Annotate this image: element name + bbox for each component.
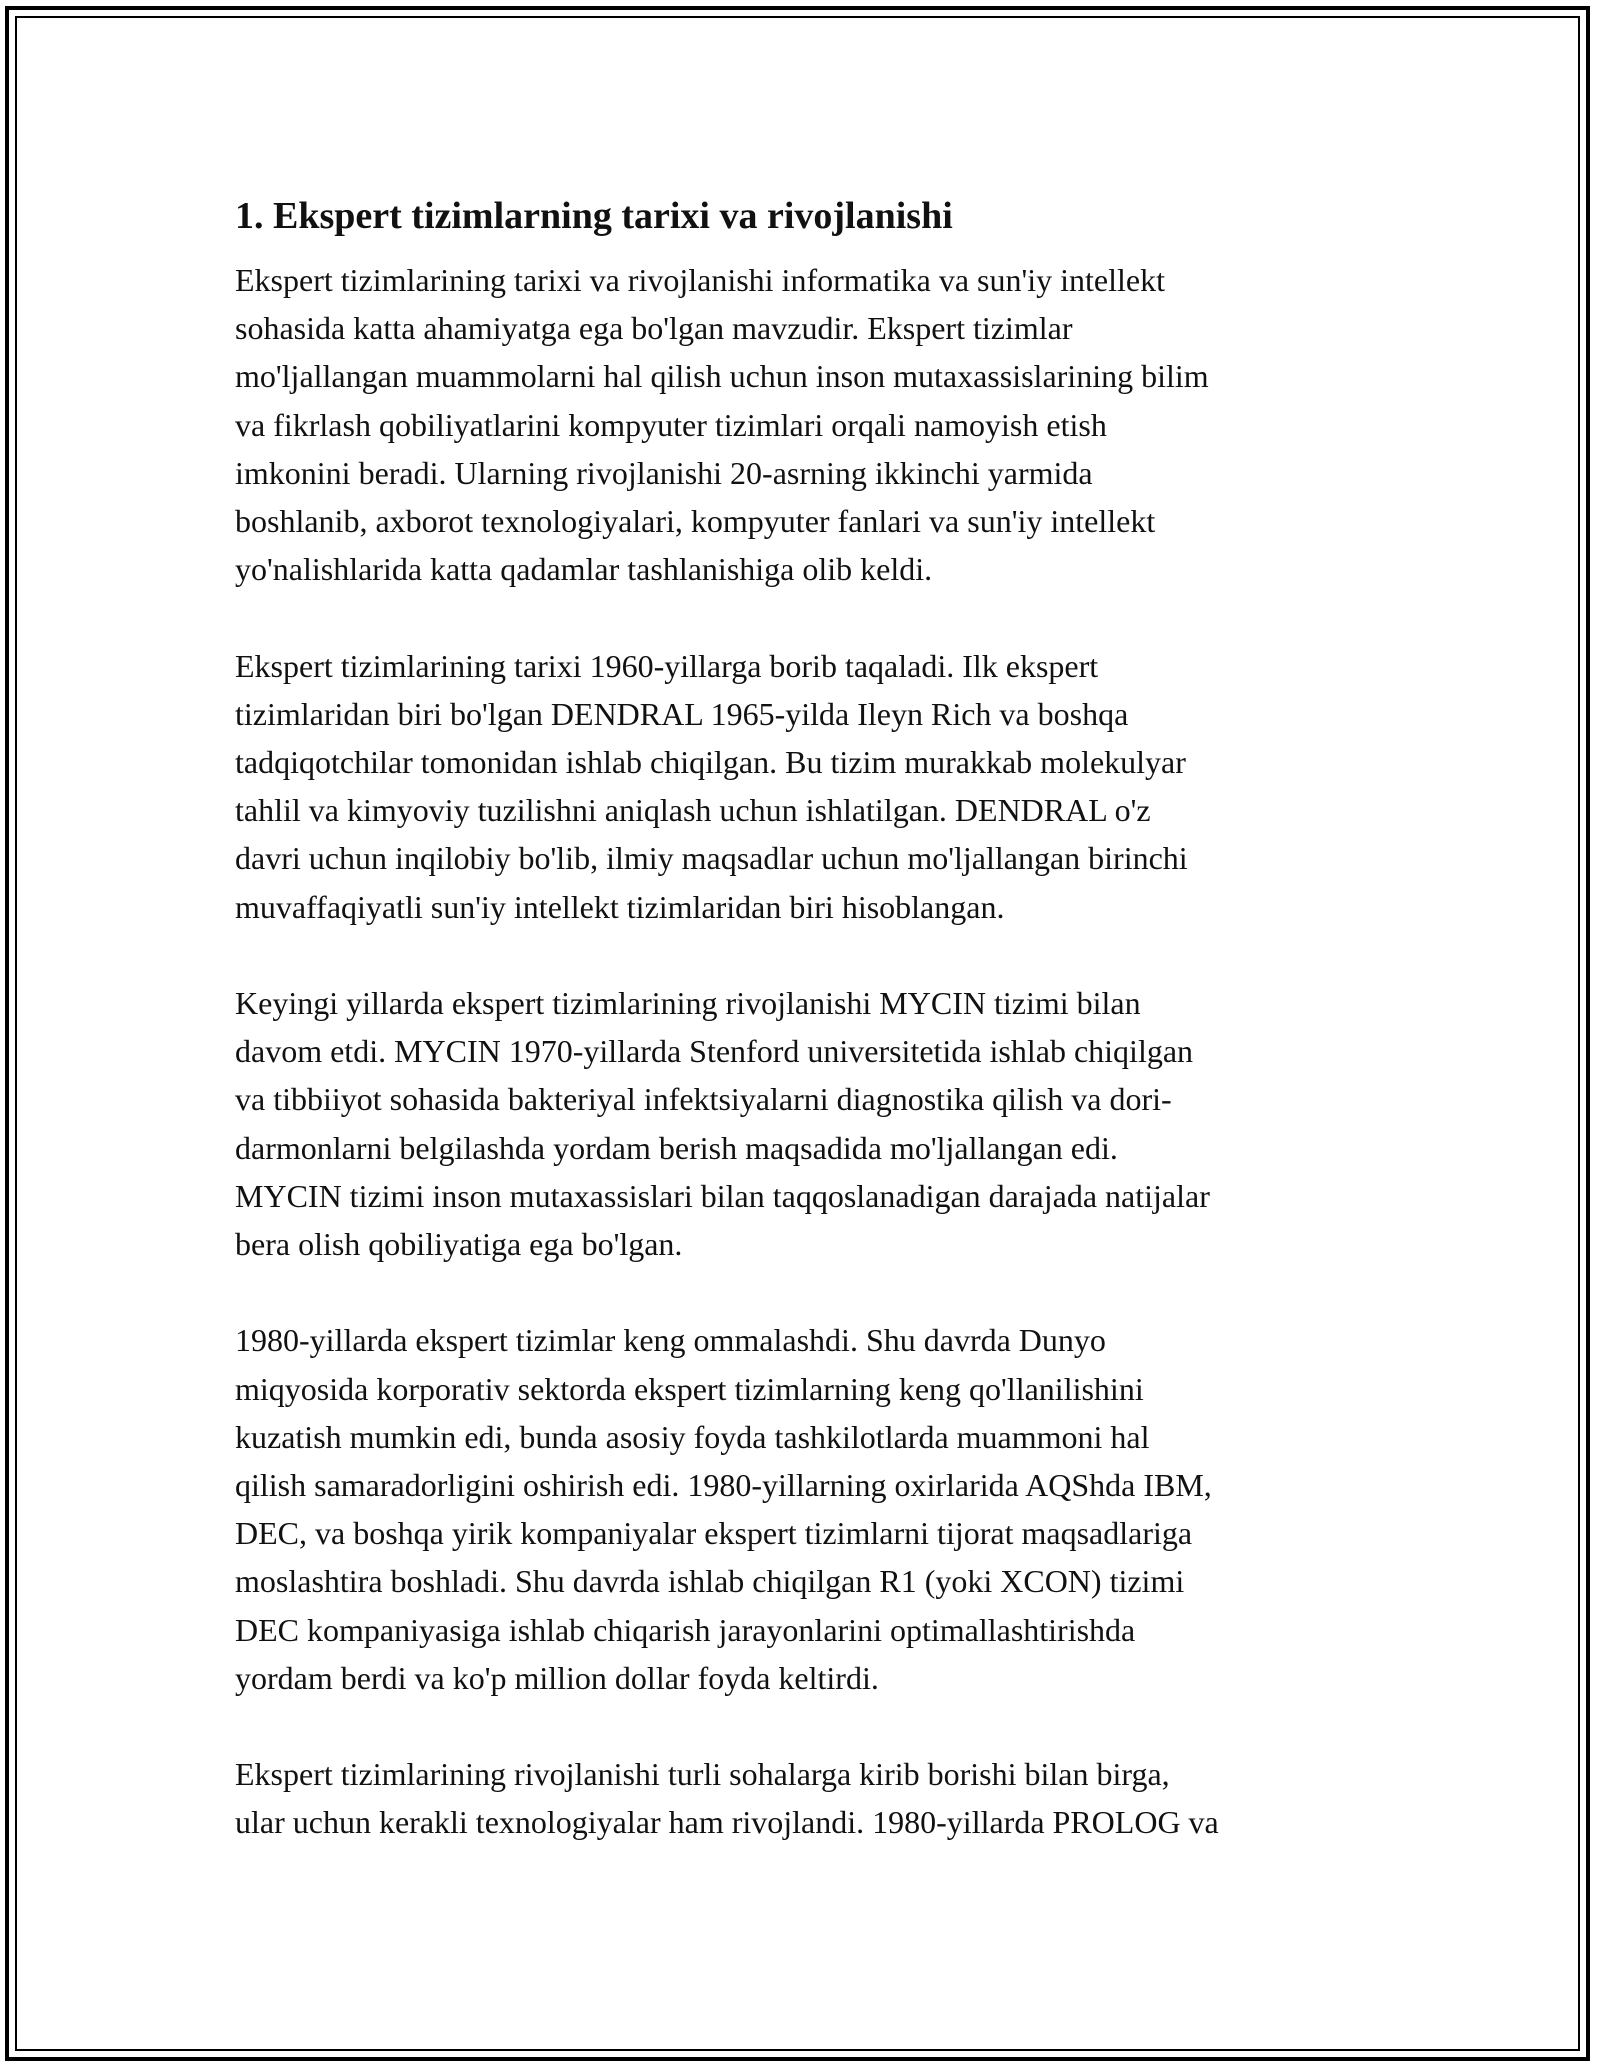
paragraph-technologies: Ekspert tizimlarining rivojlanishi turli sohalarga kirib borishi bilan birga, ular uchun kerakli texnologiyalar ham rivojlandi. 1980-yillarda PROLOG va — [235, 1756, 1219, 1841]
paragraph-intro: Ekspert tizimlarining tarixi va rivojlanishi informatika va sun'iy intellekt sohasida katta ahamiyatga ega bo'lgan mavzudir. Ekspert tizimlar mo'ljallangan muammolarni hal qilish uchun inson mutaxassislarining bilim va fikrlash qobiliyatlarini kompyuter tizimlari orqali namoyish etish imkonini beradi. Ularning rivojlanishi 20-asrning ikkinchi yarmida boshlanib, axborot texnologiyalari, kompyuter fanlari va sun'iy intellekt yo'nalishlarida katta qadamlar tashlanishiga olib keldi. — [235, 262, 1209, 588]
section-heading: 1. Ekspert tizimlarning tarixi va rivojlanishi — [235, 195, 953, 237]
paragraph-dendral: Ekspert tizimlarining tarixi 1960-yillarga borib taqaladi. Ilk ekspert tizimlaridan biri bo'lgan DENDRAL 1965-yilda Ileyn Rich va boshqa tadqiqotchilar tomonidan ishlab chiqilgan. Bu tizim murakkab molekulyar tahlil va kimyoviy tuzilishni aniqlash uchun ishlatilgan. DENDRAL o'z davri uchun inqilobiy bo'lib, ilmiy maqsadlar uchun mo'ljallangan birinchi muvaffaqiyatli sun'iy intellekt tizimlaridan biri hisoblangan. — [235, 647, 1188, 925]
document-body — [235, 188, 1365, 1895]
paragraph-mycin: Keyingi yillarda ekspert tizimlarining rivojlanishi MYCIN tizimi bilan davom etdi. MYCIN 1970-yillarda Stenford universitetida ishlab chiqilgan va tibbiiyot sohasida bakteriyal infektsiyalarni diagnostika qilish va dori- darmonlarni belgilashda yordam berish maqsadida mo'ljallangan edi. MYCIN tizimi inson mutaxassislari bilan taqqoslanadigan darajada natijalar bera olish qobiliyatiga ega bo'lgan. — [235, 985, 1210, 1263]
paragraph-1980s: 1980-yillarda ekspert tizimlar keng ommalashdi. Shu davrda Dunyo miqyosida korporativ sektorda ekspert tizimlarning keng qo'llanilishini kuzatish mumkin edi, bunda asosiy foyda tashkilotlarda muammoni hal qilish samaradorligini oshirish edi. 1980-yillarning oxirlarida AQShda IBM, DEC, va boshqa yirik kompaniyalar ekspert tizimlarni tijorat maqsadlariga moslashtira boshladi. Shu davrda ishlab chiqilgan R1 (yoki XCON) tizimi DEC kompaniyasiga ishlab chiqarish jarayonlarini optimallashtirishda yordam berdi va ko'p million dollar foyda keltirdi. — [235, 1322, 1212, 1696]
